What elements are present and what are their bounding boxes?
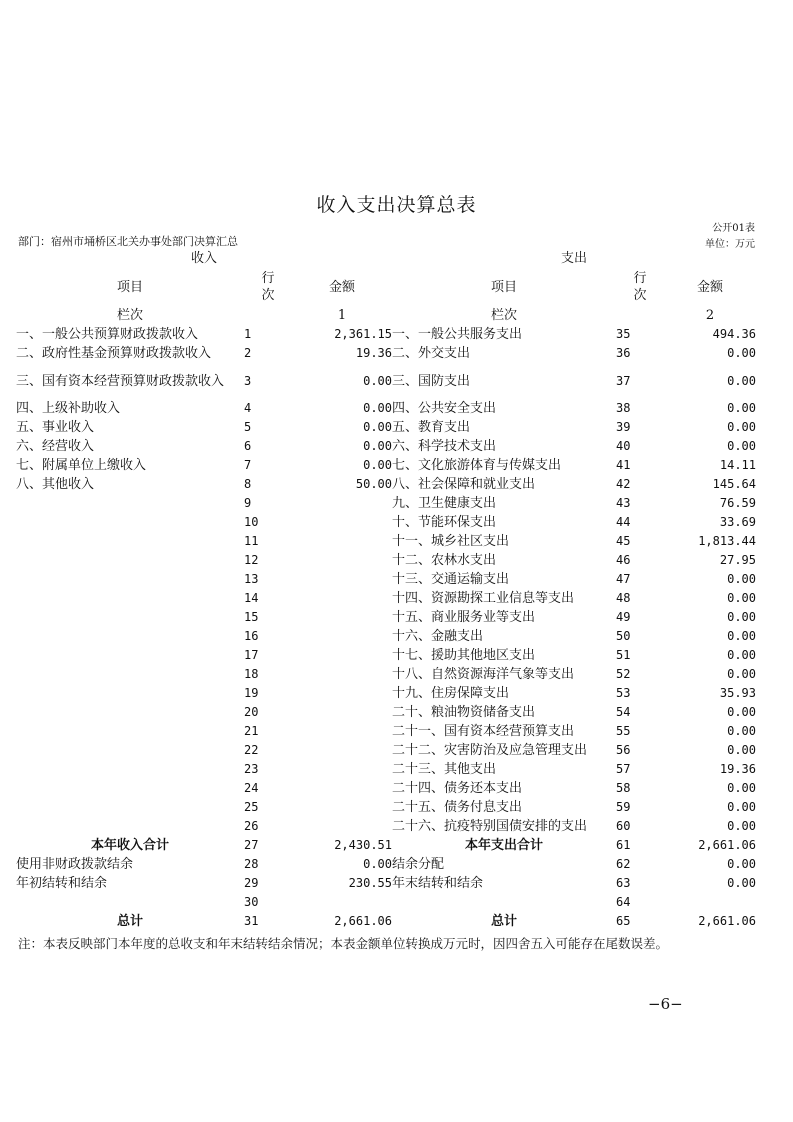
table-row (16, 437, 756, 456)
income-amount: 2,361.15 (334, 327, 392, 341)
income-line-no: 15 (244, 610, 259, 624)
income-item-name: 二、政府性基金预算财政拨款收入 (16, 346, 212, 361)
expense-line-no: 49 (616, 610, 631, 624)
income-line-no: 8 (244, 477, 252, 491)
expense-amount: 0.00 (727, 572, 756, 586)
income-amount (292, 589, 392, 608)
income-amount (292, 532, 392, 551)
expense-amount: 0.00 (727, 800, 756, 814)
income-line-no: 24 (244, 781, 259, 795)
income-item-name: 八、其他收入 (16, 477, 95, 492)
income-amount: 0.00 (363, 420, 392, 434)
income-line-no: 30 (244, 895, 259, 909)
expense-item-name: 二十二、灾害防治及应急管理支出 (392, 743, 588, 758)
income-item-name: 总计 (116, 914, 143, 929)
expense-item-name: 十五、商业服务业等支出 (392, 610, 536, 625)
income-line-no: 19 (244, 686, 259, 700)
table-row (16, 798, 756, 817)
expense-amount: 0.00 (727, 705, 756, 719)
expense-item-name: 十七、援助其他地区支出 (392, 648, 536, 663)
income-item-name: 一、一般公共预算财政拨款收入 (16, 327, 199, 342)
total-row (16, 874, 756, 893)
table-row (16, 684, 756, 703)
income-amount: 2,430.51 (334, 838, 392, 852)
income-section-label: 收入 (190, 251, 217, 266)
expense-item-name (392, 893, 616, 912)
income-item-name (16, 646, 244, 665)
expense-amount: 0.00 (727, 401, 756, 415)
expense-line-no: 59 (616, 800, 631, 814)
form-number: 公开01表 (712, 223, 755, 234)
expense-line-no: 47 (616, 572, 631, 586)
expense-amount: 145.64 (712, 477, 756, 491)
expense-item-name: 总计 (490, 914, 517, 929)
expense-line-no: 36 (616, 346, 631, 360)
table-row (16, 741, 756, 760)
income-item-name: 四、上级补助收入 (16, 401, 121, 416)
income-amount (292, 665, 392, 684)
expense-amount: 76.59 (719, 496, 756, 510)
footnote: 注：本表反映部门本年度的总收支和年末结转结余情况；本表金额单位转换成万元时，因四舍五入可能存在尾数误差。 (18, 936, 669, 951)
table-row (16, 779, 756, 798)
expense-line-header (616, 268, 664, 306)
income-item-name: 六、经营收入 (16, 439, 95, 454)
table-row (16, 722, 756, 741)
expense-item-name: 四、公共安全支出 (392, 401, 497, 416)
expense-item-name: 八、社会保障和就业支出 (392, 477, 536, 492)
table-row (16, 494, 756, 513)
income-amount (292, 551, 392, 570)
table-row (16, 703, 756, 722)
expense-item-name: 二、外交支出 (392, 346, 471, 361)
expense-amount: 0.00 (727, 648, 756, 662)
expense-line-no: 45 (616, 534, 631, 548)
expense-amount: 2,661.06 (698, 838, 756, 852)
income-line-no: 11 (244, 534, 259, 548)
expense-amount: 0.00 (727, 439, 756, 453)
income-item-name: 五、事业收入 (16, 420, 95, 435)
expense-line-no: 46 (616, 553, 631, 567)
expense-amount: 0.00 (727, 346, 756, 360)
income-line-no: 23 (244, 762, 259, 776)
expense-amount: 19.36 (719, 762, 756, 776)
income-line-no: 6 (244, 439, 252, 453)
expense-line-no: 41 (616, 458, 631, 472)
income-item-name (16, 760, 244, 779)
income-line-no: 26 (244, 819, 259, 833)
income-amount (292, 760, 392, 779)
income-line-no: 29 (244, 876, 259, 890)
income-line-no: 27 (244, 838, 259, 852)
income-item-name (16, 741, 244, 760)
income-amount (292, 722, 392, 741)
expense-line-no: 38 (616, 401, 631, 415)
expense-line-no: 64 (616, 895, 631, 909)
income-col-label: 栏次 (116, 308, 143, 323)
expense-line-no: 37 (616, 373, 631, 388)
expense-col-index: 2 (705, 308, 715, 323)
income-amount: 0.00 (363, 458, 392, 472)
expense-amount: 494.36 (712, 327, 756, 341)
expense-amount: 0.00 (727, 781, 756, 795)
income-amount: 0.00 (363, 401, 392, 415)
income-amount (292, 779, 392, 798)
expense-line-no: 39 (616, 420, 631, 434)
income-amount (292, 893, 392, 912)
income-amount: 230.55 (348, 876, 392, 890)
income-line-no: 1 (244, 327, 252, 341)
expense-item-name: 结余分配 (392, 857, 445, 872)
income-line-no: 10 (244, 515, 259, 529)
income-line-no: 3 (244, 373, 252, 388)
income-line-no: 25 (244, 800, 259, 814)
total-row (16, 836, 756, 855)
income-amount (292, 684, 392, 703)
expense-item-name: 十一、城乡社区支出 (392, 534, 510, 549)
expense-col-label: 栏次 (490, 308, 517, 323)
expense-line-no: 42 (616, 477, 631, 491)
expense-amount: 0.00 (727, 743, 756, 757)
expense-item-name: 本年支出合计 (464, 838, 543, 853)
department-label: 部门：宿州市埇桥区北关办事处部门决算汇总 (18, 235, 238, 248)
income-line-no: 21 (244, 724, 259, 738)
income-item-name (16, 513, 244, 532)
expense-item-name: 六、科学技术支出 (392, 439, 497, 454)
income-amount (292, 741, 392, 760)
expense-line-no: 52 (616, 667, 631, 681)
expense-line-no: 57 (616, 762, 631, 776)
expense-amount: 0.00 (727, 724, 756, 738)
income-line-no: 12 (244, 553, 259, 567)
income-amount: 0.00 (363, 857, 392, 871)
expense-amount: 1,813.44 (698, 534, 756, 548)
expense-line-no: 61 (616, 838, 631, 852)
income-item-name (16, 570, 244, 589)
income-item-name (16, 893, 244, 912)
expense-amount: 0.00 (727, 819, 756, 833)
expense-line-no: 48 (616, 591, 631, 605)
expense-amount: 0.00 (727, 857, 756, 871)
expense-line-no: 44 (616, 515, 631, 529)
column-header-row (16, 268, 756, 306)
table-row (16, 513, 756, 532)
expense-item-name: 二十六、抗疫特别国债安排的支出 (392, 819, 588, 834)
income-item-name (16, 703, 244, 722)
expense-amount: 0.00 (727, 420, 756, 434)
income-amount (292, 798, 392, 817)
income-line-no: 28 (244, 857, 259, 871)
expense-amount (664, 893, 756, 912)
income-item-name: 年初结转和结余 (16, 876, 108, 891)
income-item-name (16, 722, 244, 741)
income-line-no: 13 (244, 572, 259, 586)
expense-item-header: 项目 (490, 279, 517, 295)
income-line-no: 16 (244, 629, 259, 643)
table-row (16, 475, 756, 494)
table-row (16, 551, 756, 570)
total-row (16, 893, 756, 912)
expense-amount: 35.93 (719, 686, 756, 700)
income-item-name: 使用非财政拨款结余 (16, 857, 134, 872)
income-item-name (16, 817, 244, 836)
table-row (16, 363, 756, 399)
income-line-header (244, 268, 292, 306)
expense-line-no: 60 (616, 819, 631, 833)
expense-amount: 0.00 (727, 629, 756, 643)
table-row (16, 418, 756, 437)
income-amount (292, 494, 392, 513)
expense-item-name: 二十五、债务付息支出 (392, 800, 523, 815)
income-item-name (16, 551, 244, 570)
income-item-name: 本年收入合计 (90, 838, 169, 853)
table-row (16, 589, 756, 608)
table-row (16, 399, 756, 418)
expense-item-name: 七、文化旅游体育与传媒支出 (392, 458, 562, 473)
income-line-no: 22 (244, 743, 259, 757)
income-item-name (16, 627, 244, 646)
expense-item-name: 十、节能环保支出 (392, 515, 497, 530)
expense-amount: 0.00 (727, 667, 756, 681)
income-amount (292, 570, 392, 589)
income-amount-header: 金额 (328, 279, 355, 295)
income-line-no: 5 (244, 420, 252, 434)
expense-item-name: 二十、粮油物资储备支出 (392, 705, 536, 720)
expense-amount: 0.00 (727, 373, 756, 388)
expense-item-name: 十四、资源勘探工业信息等支出 (392, 591, 575, 606)
income-amount (292, 646, 392, 665)
expense-item-name: 二十一、国有资本经营预算支出 (392, 724, 575, 739)
expense-section-label: 支出 (560, 251, 587, 266)
income-amount (292, 513, 392, 532)
expense-item-name: 十二、农林水支出 (392, 553, 497, 568)
expense-line-no: 63 (616, 876, 631, 890)
income-amount: 50.00 (355, 477, 392, 491)
income-amount (292, 627, 392, 646)
table-row (16, 608, 756, 627)
empty-cell (244, 306, 292, 325)
income-line-no: 20 (244, 705, 259, 719)
income-line-no: 4 (244, 401, 252, 415)
table-row (16, 627, 756, 646)
income-item-name (16, 608, 244, 627)
expense-line-no: 62 (616, 857, 631, 871)
expense-line-no: 40 (616, 439, 631, 453)
expense-amount: 2,661.06 (698, 914, 756, 928)
table-row (16, 456, 756, 475)
expense-amount: 14.11 (719, 458, 756, 472)
income-line-no: 14 (244, 591, 259, 605)
expense-item-name: 九、卫生健康支出 (392, 496, 497, 511)
line-header-text: 行 次 (261, 271, 275, 303)
expense-item-name: 三、国防支出 (392, 373, 471, 389)
expense-item-name: 十六、金融支出 (392, 629, 484, 644)
expense-amount: 33.69 (719, 515, 756, 529)
expense-line-no: 65 (616, 914, 631, 928)
income-line-no: 9 (244, 496, 252, 510)
table-row (16, 570, 756, 589)
expense-amount: 0.00 (727, 591, 756, 605)
expense-amount-header: 金额 (696, 279, 723, 295)
income-line-no: 17 (244, 648, 259, 662)
income-amount: 19.36 (355, 346, 392, 360)
income-item-name: 七、附属单位上缴收入 (16, 458, 147, 473)
expense-line-no: 54 (616, 705, 631, 719)
table-row (16, 344, 756, 363)
expense-item-name: 十九、住房保障支出 (392, 686, 510, 701)
expense-item-name: 十三、交通运输支出 (392, 572, 510, 587)
expense-amount: 27.95 (719, 553, 756, 567)
income-item-name (16, 589, 244, 608)
income-item-name (16, 665, 244, 684)
expense-item-name: 年末结转和结余 (392, 876, 484, 891)
income-amount (292, 608, 392, 627)
income-line-no: 18 (244, 667, 259, 681)
table-row (16, 646, 756, 665)
empty-cell (616, 306, 664, 325)
unit-label: 单位：万元 (705, 239, 755, 250)
income-col-index: 1 (337, 308, 347, 323)
total-row (16, 912, 756, 931)
page-title: 收入支出决算总表 (316, 194, 477, 216)
income-item-name (16, 684, 244, 703)
expense-line-no: 56 (616, 743, 631, 757)
income-amount: 0.00 (363, 439, 392, 453)
expense-line-no: 55 (616, 724, 631, 738)
expense-amount: 0.00 (727, 876, 756, 890)
income-item-name (16, 798, 244, 817)
table-row (16, 325, 756, 344)
expense-item-name: 二十三、其他支出 (392, 762, 497, 777)
expense-line-no: 35 (616, 327, 631, 341)
income-item-name (16, 494, 244, 513)
expense-item-name: 二十四、债务还本支出 (392, 781, 523, 796)
table-row (16, 532, 756, 551)
section-header-row (16, 249, 756, 268)
income-item-name: 三、国有资本经营预算财政拨款收入 (16, 373, 225, 389)
expense-item-name: 一、一般公共服务支出 (392, 327, 523, 342)
income-amount: 2,661.06 (334, 914, 392, 928)
expense-line-no: 51 (616, 648, 631, 662)
expense-amount: 0.00 (727, 610, 756, 624)
expense-line-no: 50 (616, 629, 631, 643)
expense-line-no: 43 (616, 496, 631, 510)
page-number: −6− (648, 995, 683, 1013)
income-item-name (16, 779, 244, 798)
income-line-no: 31 (244, 914, 259, 928)
income-amount (292, 703, 392, 722)
table-row (16, 817, 756, 836)
table-row (16, 760, 756, 779)
expense-item-name: 五、教育支出 (392, 420, 471, 435)
income-item-header: 项目 (116, 279, 143, 295)
total-row (16, 855, 756, 874)
income-amount: 0.00 (363, 373, 392, 388)
expense-item-name: 十八、自然资源海洋气象等支出 (392, 667, 575, 682)
income-line-no: 2 (244, 346, 252, 360)
column-index-row (16, 306, 756, 325)
income-amount (292, 817, 392, 836)
income-expense-table (16, 249, 756, 931)
income-line-no: 7 (244, 458, 252, 472)
table-row (16, 665, 756, 684)
expense-line-no: 58 (616, 781, 631, 795)
expense-line-no: 53 (616, 686, 631, 700)
line-header-text: 行 次 (633, 271, 647, 303)
income-item-name (16, 532, 244, 551)
